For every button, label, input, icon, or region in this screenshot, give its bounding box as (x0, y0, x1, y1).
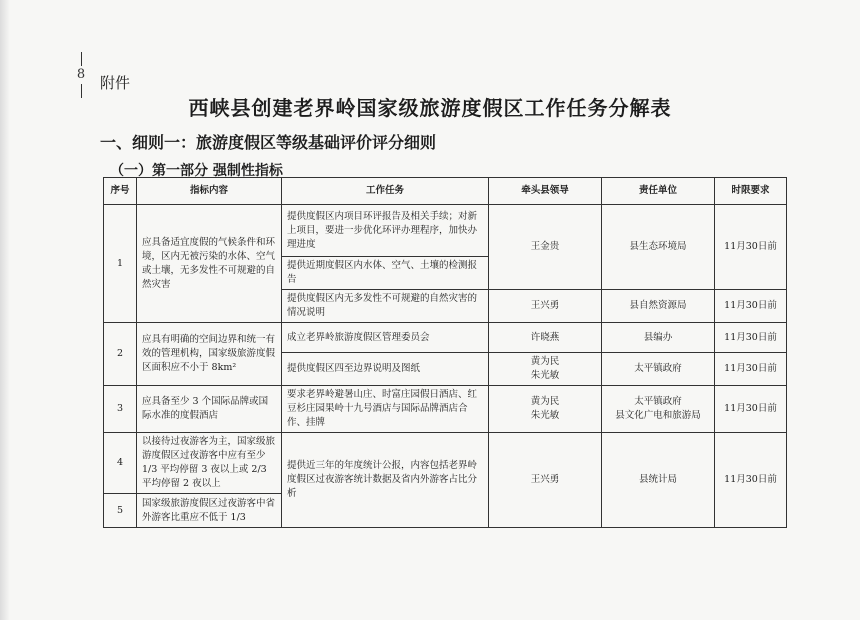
row-number: 1 (104, 205, 137, 323)
task-cell: 提供度假区内无多发性不可规避的自然灾害的情况说明 (282, 290, 489, 323)
unit-cell: 县自然资源局 (602, 290, 715, 323)
col-header-unit: 责任单位 (602, 178, 715, 205)
unit-cell: 县统计局 (602, 433, 715, 528)
indicator-cell: 应具有明确的空间边界和统一有效的管理机构，国家级旅游度假区面积应不小于 8km² (137, 323, 282, 386)
indicator-cell: 国家级旅游度假区过夜游客中省外游客比重应不低于 1/3 (137, 494, 282, 528)
task-cell: 提供近期度假区内水体、空气、土壤的检测报告 (282, 257, 489, 290)
indicator-cell: 应具备至少 3 个国际品牌或国际水准的度假酒店 (137, 386, 282, 433)
task-cell: 提供度假区内项目环评报告及相关手续；对新上项目，要进一步优化环评办理程序，加快办理进度 (282, 205, 489, 257)
unit-cell: 县生态环境局 (602, 205, 715, 290)
leader-cell: 王兴勇 (489, 433, 602, 528)
table-row (104, 433, 787, 494)
page-number-value: 8 (76, 67, 86, 82)
task-cell: 成立老界岭旅游度假区管理委员会 (282, 323, 489, 353)
leader-cell: 王兴勇 (489, 290, 602, 323)
document-title: 西峡县创建老界岭国家级旅游度假区工作任务分解表 (188, 96, 672, 120)
deadline-cell: 11月30日前 (715, 433, 787, 528)
section-heading: 一、细则一：旅游度假区等级基础评价评分细则 (100, 133, 437, 152)
col-header-deadline: 时限要求 (715, 178, 787, 205)
row-number: 4 (104, 433, 137, 494)
table-row (104, 386, 787, 433)
task-cell: 提供度假区四至边界说明及图纸 (282, 353, 489, 386)
row-number: 5 (104, 494, 137, 528)
row-number: 2 (104, 323, 137, 386)
subsection-heading: （一）第一部分 强制性指标 (110, 163, 283, 179)
col-header-task: 工作任务 (282, 178, 489, 205)
deadline-cell: 11月30日前 (715, 290, 787, 323)
row-number: 3 (104, 386, 137, 433)
attachment-label: 附件 (100, 74, 131, 92)
table-row (104, 205, 787, 257)
unit-cell: 县编办 (602, 323, 715, 353)
col-header-leader: 牵头县领导 (489, 178, 602, 205)
leader-cell: 黄为民 朱光敏 (489, 386, 602, 433)
deadline-cell: 11月30日前 (715, 353, 787, 386)
leader-cell: 许晓燕 (489, 323, 602, 353)
task-table (103, 177, 787, 528)
table-header-row (104, 178, 787, 205)
col-header-indicator: 指标内容 (137, 178, 282, 205)
deadline-cell: 11月30日前 (715, 386, 787, 433)
task-cell: 提供近三年的年度统计公报，内容包括老界岭度假区过夜游客统计数据及省内外游客占比分析 (282, 433, 489, 528)
leader-cell: 黄为民 朱光敏 (489, 353, 602, 386)
table-row (104, 323, 787, 353)
deadline-cell: 11月30日前 (715, 205, 787, 290)
unit-cell: 太平镇政府 (602, 353, 715, 386)
deadline-cell: 11月30日前 (715, 323, 787, 353)
indicator-cell: 以接待过夜游客为主，国家级旅游度假区过夜游客中应有至少 1/3 平均停留 3 夜以上或 2/3 平均停留 2 夜以上 (137, 433, 282, 494)
task-cell: 要求老界岭避暑山庄、时富庄园假日酒店、红豆杉庄园果岭十九号酒店与国际品牌酒店合作、挂牌 (282, 386, 489, 433)
col-header-no: 序号 (104, 178, 137, 205)
indicator-cell: 应具备适宜度假的气候条件和环境，区内无被污染的水体、空气或土壤，无多发性不可规避的自然灾害 (137, 205, 282, 323)
leader-cell: 王金贵 (489, 205, 602, 290)
unit-cell: 太平镇政府 县文化广电和旅游局 (602, 386, 715, 433)
